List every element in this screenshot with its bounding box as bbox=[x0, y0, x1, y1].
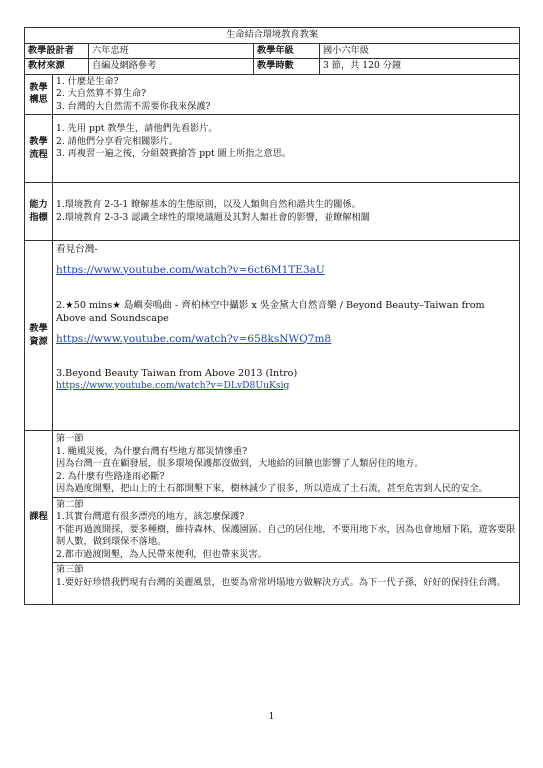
designer-label: 教學設計者 bbox=[25, 43, 89, 59]
section-1-question-1: 1. 颱風災後，為什麼台灣有些地方都災情慘重? bbox=[56, 445, 248, 457]
lesson-plan-table bbox=[24, 27, 520, 605]
section-2-heading: 第二節 bbox=[56, 498, 84, 510]
process-item: 1. 先用 ppt 教學生，請他們先看影片。 bbox=[56, 123, 218, 134]
source-value: 自編及網路參考 bbox=[89, 59, 254, 75]
resource-3-title: 3.Beyond Beauty Taiwan from Above 2013 (Intro) bbox=[56, 367, 298, 379]
section-1-answer-2: 因為過度開墾，把山上的土石都開墾下來，樹林減少了很多，所以造成了土石流，甚至危害到人民的安全。 bbox=[56, 483, 488, 494]
section-3-heading: 第三節 bbox=[56, 564, 84, 575]
section-2-question-1: 1.其實台灣還有很多漂亮的地方，該怎麼保護? bbox=[56, 511, 245, 522]
section-3-answer-1: 1.要好好珍惜我們現有台灣的美麗風景，也要為常常坍塌地方做解決方式。為下一代子孫，好好的保持住台灣。 bbox=[56, 576, 506, 588]
resource-2-title: 2.★50 mins★ 島嶼奏鳴曲 - 齊柏林空中攝影 x 吳金黛大自然音樂 / Beyond Beauty–Taiwan from Above and Soundscape bbox=[56, 300, 485, 324]
section-2-question-2: 2.都市過渡開墾，為人民帶來便利，但也帶來災害。 bbox=[56, 548, 267, 560]
section-1-heading: 第一節 bbox=[56, 433, 84, 444]
time-label: 教學時數 bbox=[254, 59, 320, 75]
process-label: 教學流程 bbox=[25, 115, 53, 183]
plan-title: 生命結合環境教育教案 bbox=[25, 28, 520, 44]
section-1-question-2: 2. 為什麼有些路逢雨必斷? bbox=[56, 470, 165, 482]
source-label: 教材來源 bbox=[25, 59, 89, 75]
page-number: 1 bbox=[268, 712, 275, 722]
grade-value: 國小六年級 bbox=[320, 43, 520, 59]
process-item: 2. 請他們分享看完相關影片。 bbox=[56, 135, 178, 147]
ability-item: 1.環境教育 2-3-1 瞭解基本的生態原則，以及人類與自然和諧共生的關係。 bbox=[56, 199, 361, 210]
process-list bbox=[56, 123, 516, 161]
process-item: 3. 再複習一遍之後，分組競賽搶答 ppt 圖上所指之意思。 bbox=[56, 148, 292, 159]
time-value: 3 節，共 120 分鐘 bbox=[320, 59, 520, 75]
lesson-label: 課程 bbox=[25, 431, 53, 605]
section-2 bbox=[53, 497, 519, 563]
section-3 bbox=[53, 562, 519, 590]
ability-label: 能力指標 bbox=[25, 183, 53, 241]
ability-list bbox=[56, 199, 516, 224]
designer-value: 六年忠班 bbox=[89, 43, 254, 59]
section-1-answer-1: 因為台灣一直在顧發展，很多環境保護都沒做到，大地給的回饋也影響了人類居住的地方。 bbox=[56, 458, 424, 469]
resource-1-link[interactable]: https://www.youtube.com/watch?v=6ct6M1TE3aU bbox=[56, 263, 325, 276]
section-2-answer-1: 不能再過渡開採，要多種樹，維持森林、保護園區、自己的居住地，不要用地下水，因為也會地層下陷，遊客要限制人數，做到環保不落地。 bbox=[56, 523, 516, 547]
grade-label: 教學年級 bbox=[254, 43, 320, 59]
section-1 bbox=[53, 432, 519, 497]
concept-item: 2. 大自然算不算生命? bbox=[56, 88, 147, 99]
resource-1-title: 看見台灣- bbox=[56, 244, 98, 255]
concept-label: 教學構思 bbox=[25, 74, 53, 115]
resource-3-link[interactable]: https://www.youtube.com/watch?v=DLvD8UuKsig bbox=[56, 380, 290, 391]
concept-list bbox=[56, 76, 516, 114]
ability-item: 2.環境教育 2-3-3 認識全球性的環境議題及其對人類社會的影響，並瞭解相關 bbox=[56, 211, 370, 223]
resources-label: 教學資源 bbox=[25, 241, 53, 431]
concept-item: 1. 什麼是生命? bbox=[56, 75, 119, 87]
resource-2-link[interactable]: https://www.youtube.com/watch?v=658ksNWQ7m8 bbox=[56, 333, 332, 345]
concept-item: 3. 台灣的大自然需不需要你我來保護? bbox=[56, 100, 211, 112]
